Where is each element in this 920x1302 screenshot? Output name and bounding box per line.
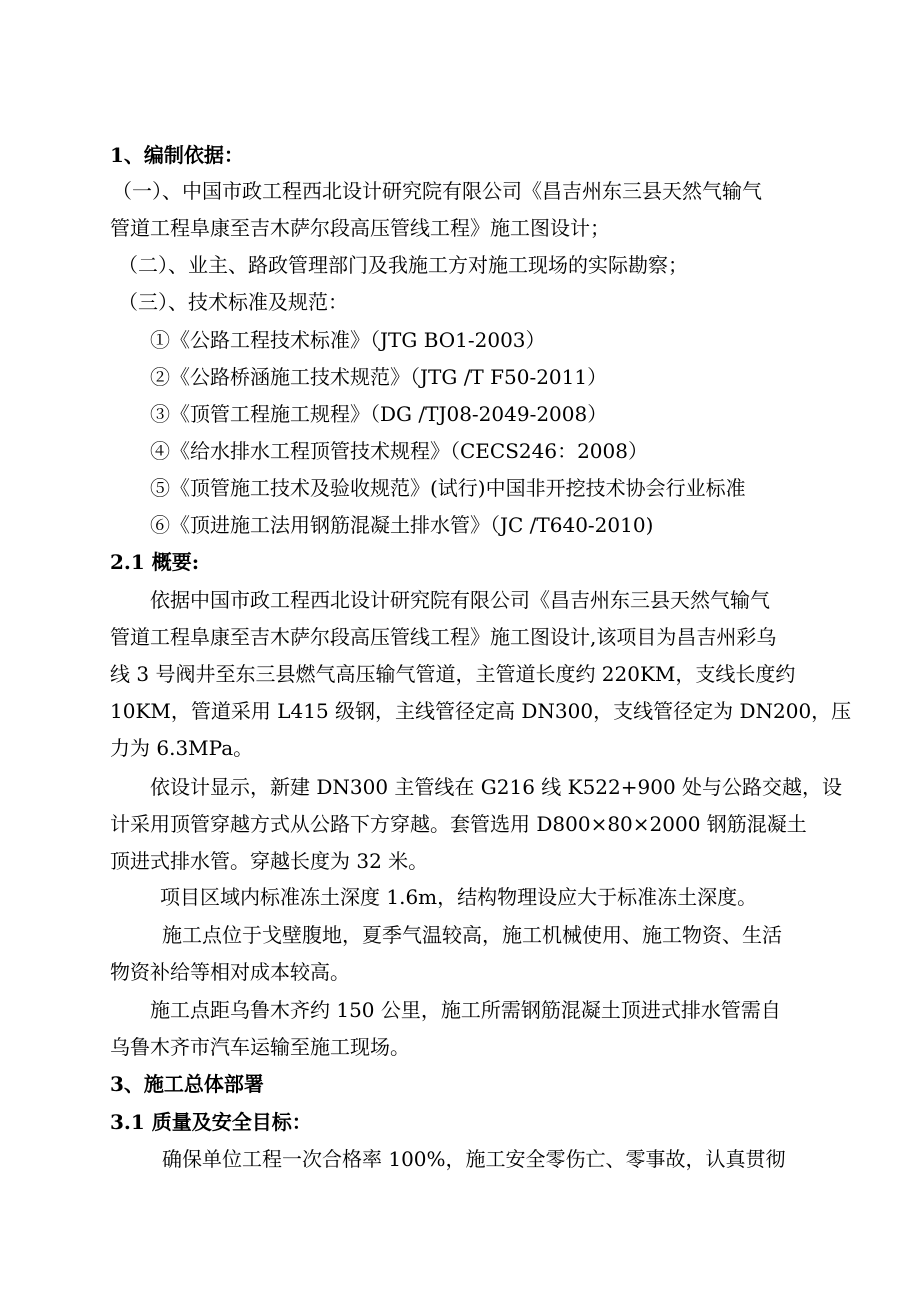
overview-line: 项目区域内标准冻土深度 1.6m，结构物理设应大于标准冻土深度。: [160, 885, 758, 909]
section-heading-basis: 1、编制依据：: [110, 143, 244, 167]
overview-line: 乌鲁木齐市汽车运输至施工现场。: [110, 1035, 410, 1059]
basis-item-1-line-2: 管道工程阜康至吉木萨尔段高压管线工程》施工图设计；: [110, 216, 610, 240]
overview-line: 线 3 号阀井至东三县燃气高压输气管道，主管道长度约 220KM，支线长度约: [110, 662, 796, 686]
overview-line: 物资补给等相对成本较高。: [110, 960, 350, 984]
basis-item-3: （三）、技术标准及规范：: [118, 290, 348, 314]
standard-item-1: ①《公路工程技术标准》（JTG BO1-2003）: [150, 328, 546, 352]
standard-item-4: ④《给水排水工程顶管技术规程》（CECS246：2008）: [150, 439, 648, 463]
section-heading-deployment: 3、施工总体部署: [110, 1072, 264, 1096]
overview-line: 管道工程阜康至吉木萨尔段高压管线工程》施工图设计,该项目为昌吉州彩乌: [110, 625, 777, 649]
overview-line: 施工点距乌鲁木齐约 150 公里，施工所需钢筋混凝土顶进式排水管需自: [150, 998, 781, 1022]
overview-line: 力为 6.3MPa。: [110, 736, 254, 760]
overview-line: 依设计显示，新建 DN300 主管线在 G216 线 K522+900 处与公路交越，设: [150, 775, 843, 799]
standard-item-2: ②《公路桥涵施工技术规范》（JTG /T F50-2011）: [150, 365, 608, 389]
standard-item-5: ⑤《顶管施工技术及验收规范》(试行)中国非开挖技术协会行业标准: [150, 476, 746, 500]
quality-target-line: 确保单位工程一次合格率 100%，施工安全零伤亡、零事故，认真贯彻: [162, 1147, 786, 1171]
overview-line: 10KM，管道采用 L415 级钢，主线管径定高 DN300，支线管径定为 DN200，压: [110, 699, 852, 723]
section-heading-quality-safety: 3.1 质量及安全目标：: [110, 1110, 312, 1134]
overview-line: 依据中国市政工程西北设计研究院有限公司《昌吉州东三县天然气输气: [150, 588, 770, 612]
standard-item-6: ⑥《顶进施工法用钢筋混凝土排水管》（JC /T640-2010): [150, 513, 654, 537]
overview-line: 计采用顶管穿越方式从公路下方穿越。套管选用 D800×80×2000 钢筋混凝土: [110, 812, 807, 836]
section-heading-overview: 2.1 概要:: [110, 550, 200, 574]
basis-item-2: （二）、业主、路政管理部门及我施工方对施工现场的实际勘察；: [118, 253, 688, 277]
standard-item-3: ③《顶管工程施工规程》（DG /TJ08-2049-2008）: [150, 402, 608, 426]
overview-line: 顶进式排水管。穿越长度为 32 米。: [110, 849, 429, 873]
overview-line: 施工点位于戈壁腹地，夏季气温较高，施工机械使用、施工物资、生活: [162, 923, 782, 947]
basis-item-1-line-1: （一）、中国市政工程西北设计研究院有限公司《昌吉州东三县天然气输气: [112, 179, 762, 203]
